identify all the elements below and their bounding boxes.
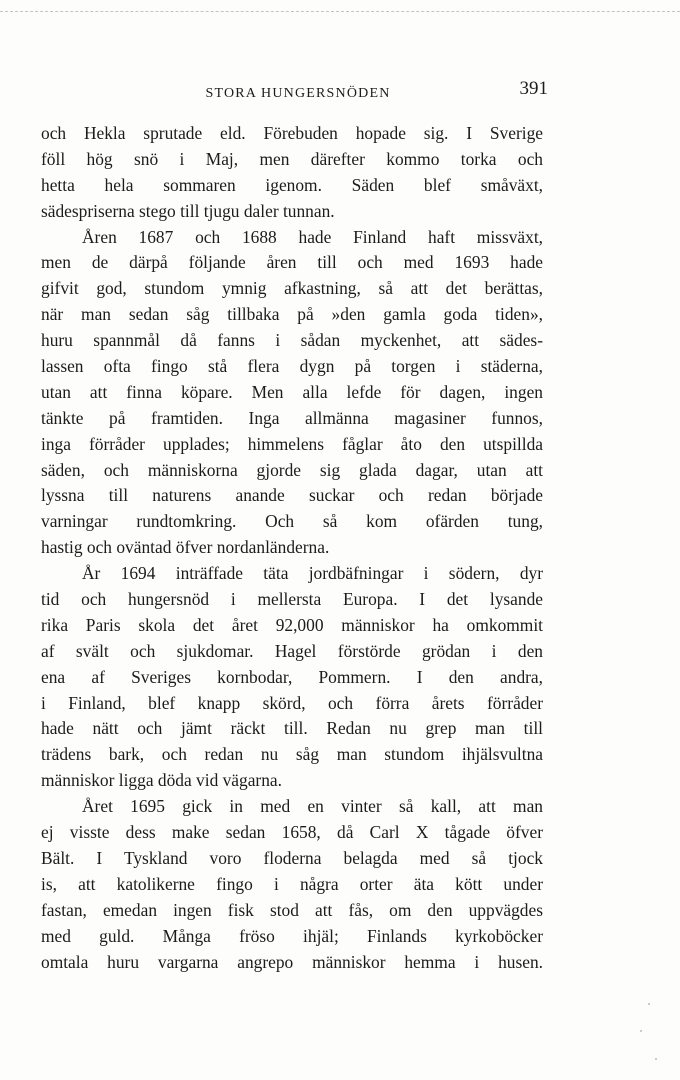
running-head <box>48 78 548 108</box>
text-line: säden, och människorna gjorde sig glada dagar, utan att <box>41 459 543 480</box>
scan-speck <box>648 1003 650 1005</box>
text-line: lassen ofta fingo stå flera dygn på torgen i städerna, <box>41 356 543 377</box>
text-line: när man sedan såg tillbaka på »den gamla goda tiden», <box>41 304 543 325</box>
text-line: omtala huru vargarna angrepo människor hemma i husen. <box>41 951 543 972</box>
scan-speck <box>655 1058 657 1060</box>
text-line: År 1694 inträffade täta jordbäfningar i södern, dyr <box>82 563 543 584</box>
text-line: utan att finna köpare. Men alla lefde för dagen, ingen <box>41 381 543 402</box>
text-line: lyssna till naturens anande suckar och redan började <box>41 485 543 506</box>
text-line: Åren 1687 och 1688 hade Finland haft missväxt, <box>82 226 543 247</box>
text-line: hastig och oväntad öfver nordanländerna. <box>41 537 330 558</box>
text-line: is, att katolikerne fingo i några orter äta kött under <box>41 873 543 894</box>
text-line: huru spannmål då fanns i sådan myckenhet, att sädes- <box>41 330 543 351</box>
text-line: hetta hela sommaren igenom. Säden blef småväxt, <box>41 174 543 195</box>
text-line: hade nätt och jämt räckt till. Redan nu grep man till <box>41 718 543 739</box>
text-line: föll hög snö i Maj, men därefter kommo torka och <box>41 148 543 169</box>
text-line: gifvit god, stundom ymnig afkastning, så att det berättas, <box>41 278 543 299</box>
text-line: men de därpå följande åren till och med 1693 hade <box>41 252 543 273</box>
text-line: sädespriserna stego till tjugu daler tunnan. <box>41 200 335 221</box>
running-head-title: STORA HUNGERSNÖDEN <box>205 86 391 101</box>
text-line: trädens bark, och redan nu såg man stundom ihjälsvultna <box>41 744 543 765</box>
text-line: tid och hungersnöd i mellersta Europa. I det lysande <box>41 589 543 610</box>
text-line: ej visste dess make sedan 1658, då Carl X tågade öfver <box>41 822 543 843</box>
text-line: och Hekla sprutade eld. Förebuden hopade sig. I Sverige <box>41 123 543 143</box>
text-line: af svält och sjukdomar. Hagel förstörde grödan i den <box>41 640 543 661</box>
text-line: ena af Sveriges kornbodar, Pommern. I den andra, <box>41 666 543 687</box>
text-line: tänkte på framtiden. Inga allmänna magasiner funnos, <box>41 407 543 428</box>
scan-speck <box>640 1030 642 1032</box>
text-line: fastan, emedan ingen fisk stod att fås, om den uppvägdes <box>41 899 543 920</box>
text-line: människor ligga döda vid vägarna. <box>41 770 282 791</box>
text-line: Bält. I Tyskland voro floderna belagda med så tjock <box>41 847 543 868</box>
scan-top-edge <box>0 11 680 12</box>
text-line: rika Paris skola det året 92,000 människor ha omkommit <box>41 614 543 635</box>
text-line: med guld. Många fröso ihjäl; Finlands kyrkoböcker <box>41 925 543 946</box>
text-line: Året 1695 gick in med en vinter så kall, att man <box>82 796 543 817</box>
page-number: 391 <box>519 78 548 99</box>
text-line: varningar rundtomkring. Och så kom ofärden tung, <box>41 511 543 532</box>
body-text <box>41 121 543 975</box>
text-line: inga förråder upplades; himmelens fåglar åto den utspillda <box>41 433 543 454</box>
text-line: i Finland, blef knapp skörd, och förra årets förråder <box>41 692 543 713</box>
